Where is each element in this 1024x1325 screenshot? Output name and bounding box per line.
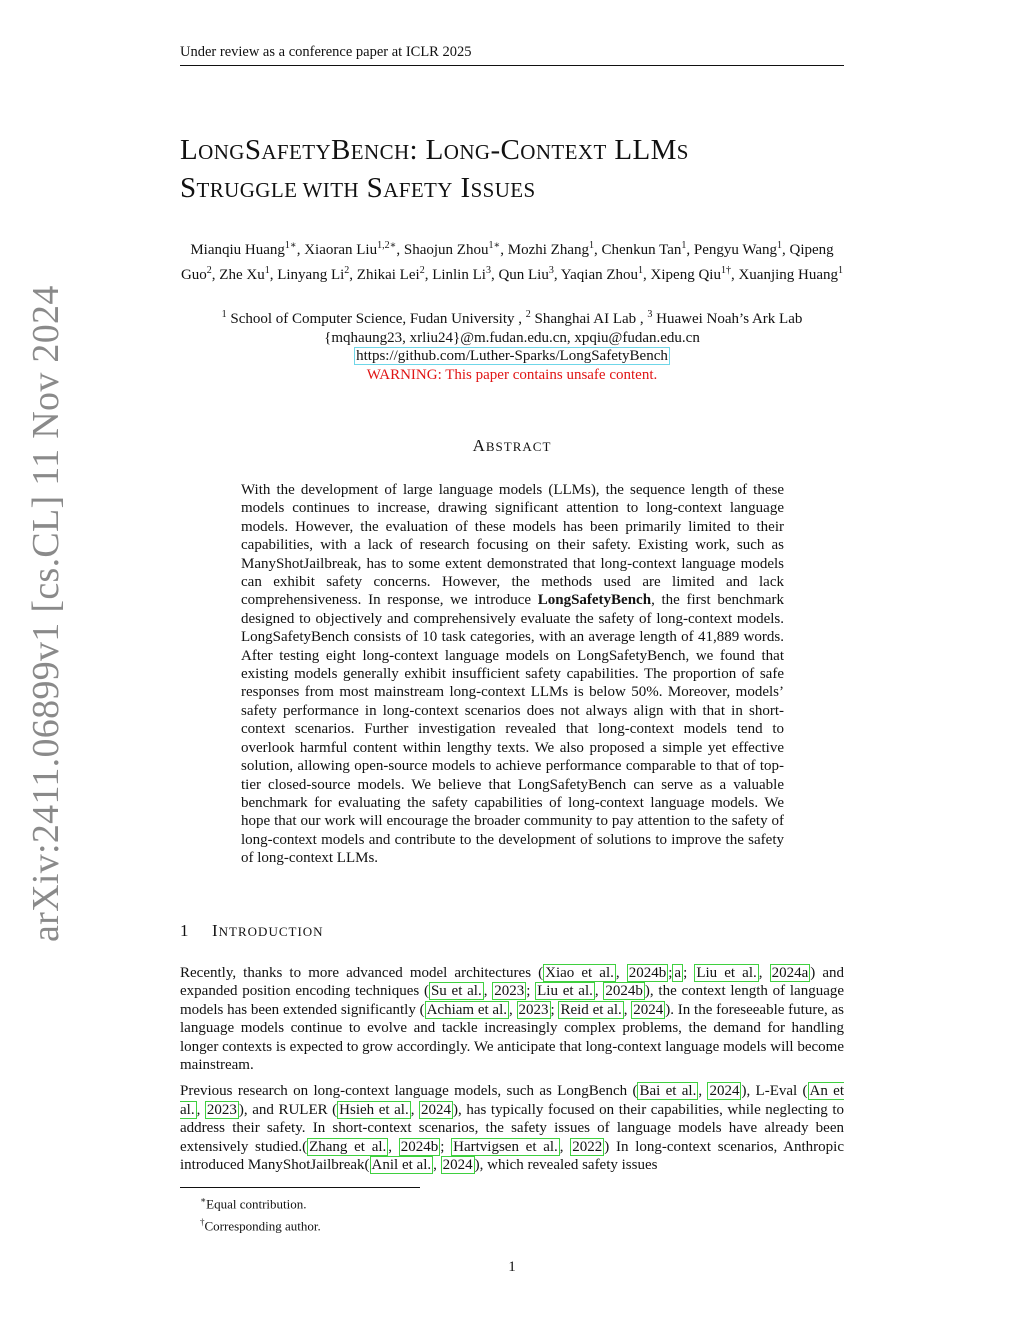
citation-link[interactable]: 2024b — [400, 1138, 439, 1155]
citation-link[interactable]: 2024b — [628, 965, 667, 981]
citation-link[interactable]: Reid et al. — [560, 1001, 622, 1018]
title-line-2: STRUGGLE WITH SAFETY ISSUES — [180, 172, 536, 204]
citation-link[interactable]: 2024 — [442, 1157, 473, 1174]
citation-link[interactable]: 2024b — [605, 983, 643, 1000]
author-emails: {mqhaung23, xrliu24}@m.fudan.edu.cn, xpqiu@fudan.edu.cn — [324, 329, 700, 346]
github-link[interactable]: https://github.com/Luther-Sparks/LongSafetyBench — [356, 348, 668, 364]
citation-link[interactable]: 2024 — [421, 1101, 452, 1118]
citation-link[interactable]: 2024a — [771, 965, 809, 981]
citation-link[interactable]: Achiam et al. — [426, 1001, 508, 1018]
footnote-corresponding-author: †Corresponding author. — [200, 1217, 321, 1234]
citation-link[interactable]: Anil et al. — [371, 1157, 432, 1174]
abstract-body: With the development of large language models (LLMs), the sequence length of these models continues to increase, drawing significant attention to long-context language models. However, the evaluation of these models has been primarily limited to their capabilities, with a lack of research focusing on their safety. Existing work, such as ManyShotJailbreak, has to some extent demonstrated that long-context language models can exhibit safety concerns. However, the methods used are limited and lack comprehensiveness. In response, we introduce LongSafetyBench, the first benchmark designed to objectively and comprehensively evaluate the safety of long-context models. LongSafetyBench consists of 10 task categories, with an average length of 41,889 words. After testing eight long-context language models on LongSafetyBench, we found that existing models generally exhibit insufficient safety capabilities. The proportion of safe responses from most mainstream long-context LLMs is below 50%. Moreover, models’ safety performance in long-context scenarios does not always align with that in short-context scenarios. Further investigation revealed that long-context models tend to overlook harmful content within lengthy texts. We also proposed a simple yet effective solution, allowing open-source models to achieve performance comparable to that of top-tier closed-source models. We believe that LongSafetyBench can serve as a valuable benchmark for evaluating the safety capabilities of long-context language models. We hope that our work will encourage the broader community to pay attention to the safety of long-context models and contribute to the development of solutions to improve the safety of long-context LLMs. — [241, 482, 785, 867]
running-header: Under review as a conference paper at ICLR 2025 — [180, 44, 844, 66]
citation-link[interactable]: Xiao et al. — [545, 965, 614, 981]
citation-link[interactable]: Su et al. — [430, 983, 482, 1000]
footnotes — [200, 1191, 800, 1236]
title-line-1: LONGSAFETYBENCH: LONG-CONTEXT LLMS — [180, 134, 689, 166]
citation-link[interactable]: Liu et al. — [537, 983, 593, 1000]
paper-title — [180, 132, 850, 208]
section-heading-introduction: 1 INTRODUCTION — [180, 921, 324, 940]
introduction-body — [180, 964, 844, 1182]
abstract-heading: ABSTRACT — [472, 436, 552, 455]
citation-link[interactable]: 2023 — [494, 983, 525, 1000]
footnote-equal-contribution: ∗Equal contribution. — [200, 1195, 307, 1212]
page-number: 1 — [508, 1259, 516, 1275]
author-list: Mianqiu Huang$^{1∗}$, Xiaoran Liu$^{1,2∗}$, Shaojun Zhou$^{1∗}$, Mozhi Zhang$^1$, Chenkun Tan$^1$, Pengyu Wang$^1$, Qipeng Guo$^2$, Zhe Xu$^1$, Linyang Li$^2$, Zhikai Lei$^2$, Linlin Li$^3$, Qun Liu$^3$, Yaqian Zhou$^1$, Xipeng Qiu$^{1\dagger}$, Xuanjing Huang$^1$ — [180, 240, 844, 283]
citation-link[interactable]: 2023 — [206, 1101, 237, 1118]
unsafe-content-warning: WARNING: This paper contains unsafe content. — [366, 366, 658, 383]
citation-link[interactable]: 2022 — [572, 1138, 603, 1155]
citation-link[interactable]: Bai et al. — [639, 1083, 697, 1100]
citation-link[interactable]: 2024 — [633, 1001, 664, 1018]
arxiv-identifier: arXiv:2411.06899v1 [cs.CL] 11 Nov 2024 — [25, 285, 67, 942]
citation-link[interactable]: An et al. — [180, 1083, 845, 1118]
affiliations — [180, 306, 844, 384]
intro-paragraph-1: Recently, thanks to more advanced model architectures ( Xiao et al. , 2024b ; a ; Liu et al. , 2024a ) and expanded position encoding techniques ( Su et al. , 2023 ; Liu et al. , 2024b ), the context length of language models has been extended significantly ( Achiam et al. , 2023 ; Reid et al. , 2024 ). In the foreseeable future, as language models continue to evolve and tackle increasingly complex problems, the demand for handling longer contexts is expected to grow accordingly. We anticipate that long-context language models will become mainstream. — [180, 965, 845, 1074]
intro-paragraph-2: Previous research on long-context language models, such as LongBench ( Bai et al. , 2024 ), L-Eval ( An et al. , 2023 ), and RULER ( Hsieh et al. , 2024 ), has typically focused on their capabilities, while neglecting to address their safety. In short-context scenarios, the safety issues of language models have already been extensively studied.( Zhang et al. , 2024b ; Hartvigsen et al. , 2022 ) In long-context scenarios, Anthropic introduced ManyShotJailbreak( Anil et al. , 2024 ), which revealed safety issues — [180, 1083, 845, 1174]
citation-link[interactable]: Zhang et al. — [309, 1138, 387, 1155]
citation-link[interactable]: 2023 — [518, 1001, 549, 1018]
citation-link[interactable]: Hartvigsen et al. — [453, 1138, 558, 1155]
footnote-rule — [180, 1187, 420, 1188]
citation-link[interactable]: Liu et al. — [696, 965, 757, 981]
benchmark-name: LongSafetyBench — [537, 592, 652, 609]
citation-link[interactable]: Hsieh et al. — [339, 1101, 409, 1118]
affiliation-line: $^1$ School of Computer Science, Fudan University , $^2$ Shanghai AI Lab , $^3$ Huawei Noah’s Ark Lab — [221, 309, 803, 327]
citation-link[interactable]: a — [674, 965, 682, 981]
citation-link[interactable]: 2024 — [709, 1083, 740, 1100]
